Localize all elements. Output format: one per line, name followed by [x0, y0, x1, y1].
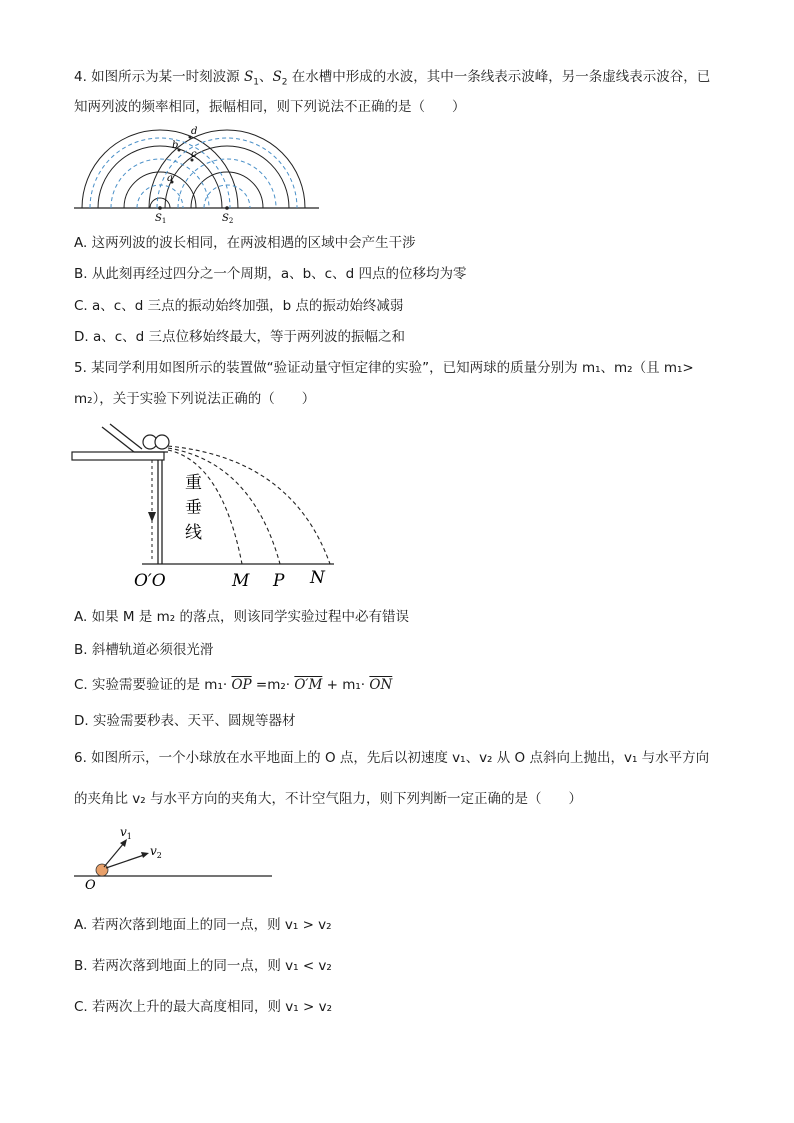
point-p-label: P: [273, 571, 285, 591]
q5-option-d: D. 实验需要秒表、天平、圆规等器材: [74, 713, 296, 729]
q6-projectile-figure: [72, 822, 277, 894]
point-d-label: d: [191, 126, 198, 137]
s2-label: $S_2$: [222, 213, 234, 225]
plumb-label-1: 重: [185, 473, 202, 493]
s1-label: $S_1$: [155, 213, 167, 225]
point-n-label: N: [310, 568, 325, 588]
origin-label: O′O: [134, 571, 166, 591]
q5-apparatus-figure: [72, 422, 342, 592]
q5-option-c: C. 实验需要验证的是 $m_1\cdot \overline{OP} =m_2\cdot O'M + m_1\cdot \overline{ON}$: [74, 677, 393, 693]
segment-om: O′M: [294, 677, 323, 693]
s1-symbol: S: [243, 69, 254, 85]
q5-stem-line1: 5. 某同学利用如图所示的装置做“验证动量守恒定律的实验”，已知两球的质量分别为 m₁、m₂（且 m₁>: [74, 360, 694, 376]
v2-label: $v_2$: [150, 844, 162, 860]
ball-icon: [96, 864, 108, 876]
q5-stem-line2: m₂），关于实验下列说法正确的（ ）: [74, 391, 316, 407]
plumb-label-2: 垂: [185, 498, 202, 518]
v1-label: $v_1$: [120, 825, 132, 841]
q6-option-b: B. 若两次落到地面上的同一点，则 v₁ < v₂: [74, 958, 332, 974]
q5-option-a: A. 如果 M 是 m₂ 的落点，则该同学实验过程中必有错误: [74, 609, 409, 625]
point-o-label: O: [85, 878, 96, 893]
segment-on: $\overline{ON}$: [369, 677, 393, 693]
q4-option-a: A. 这两列波的波长相同，在两波相遇的区域中会产生干涉: [74, 235, 416, 251]
q4-wave-figure: [74, 125, 324, 225]
q6-option-a: A. 若两次落到地面上的同一点，则 v₁ > v₂: [74, 917, 332, 933]
segment-op: $\overline{OP}$: [231, 677, 252, 693]
q4-option-d: D. a、c、d 三点位移始终最大，等于两列波的振幅之和: [74, 329, 406, 345]
q6-stem-line1: 6. 如图所示，一个小球放在水平地面上的 O 点，先后以初速度 v₁、v₂ 从 O 点斜向上抛出，v₁ 与水平方向: [74, 750, 710, 766]
q4-option-c: C. a、c、d 三点的振动始终加强，b 点的振动始终减弱: [74, 298, 404, 314]
point-a-label: a: [167, 173, 173, 184]
q4-stem-line1: 4. 如图所示为某一时刻波源 $S_1$、$S_2$ 在水槽中形成的水波，其中一条线表示波峰，另一条虚线表示波谷，已: [74, 69, 711, 88]
point-b-label: b: [172, 140, 179, 151]
q6-stem-line2: 的夹角比 v₂ 与水平方向的夹角大，不计空气阻力，则下列判断一定正确的是（ ）: [74, 791, 582, 807]
q5-option-b: B. 斜槽轨道必须很光滑: [74, 642, 214, 658]
q4-option-b: B. 从此刻再经过四分之一个周期，a、b、c、d 四点的位移均为零: [74, 266, 467, 282]
point-m-label: M: [232, 571, 250, 591]
plumb-label-3: 线: [185, 523, 202, 543]
q6-option-c: C. 若两次上升的最大高度相同，则 v₁ > v₂: [74, 999, 332, 1015]
point-c-label: c: [191, 149, 197, 160]
q4-stem-line2: 知两列波的频率相同，振幅相同，则下列说法不正确的是（ ）: [74, 99, 466, 115]
s2-symbol: S: [272, 69, 282, 85]
